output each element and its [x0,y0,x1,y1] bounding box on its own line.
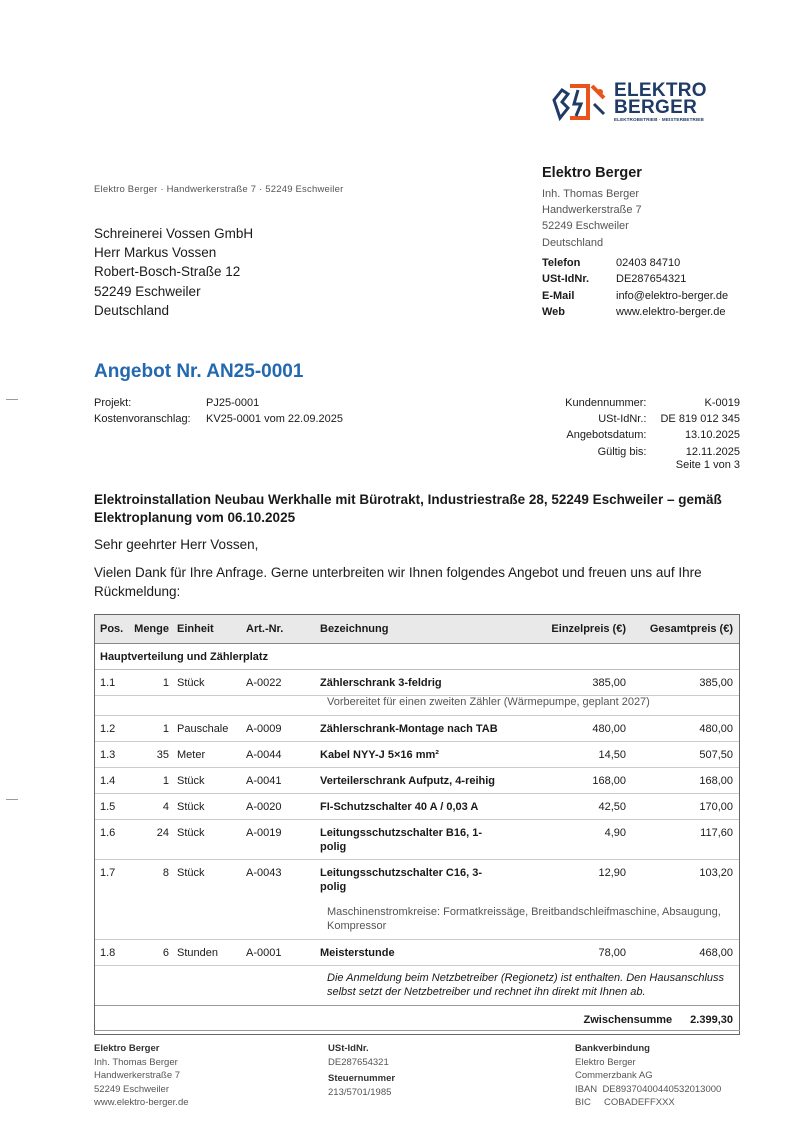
cell-menge: 35 [156,749,169,761]
meta-label: Angebotsdatum: [566,429,647,442]
cell-pos: 1.2 [100,723,116,735]
cell-gp: 480,00 [699,723,733,735]
cell-ep: 78,00 [598,947,626,959]
cell-ep: 385,00 [592,677,626,689]
meta-valid-until: 12.11.2025 [685,445,740,458]
company-logo [548,78,708,128]
sender-return-address: Elektro Berger · Handwerkerstraße 7 · 52249 Eschweiler [94,184,344,195]
cell-menge: 24 [156,827,169,839]
table-group-heading: Hauptverteilung und Zählerplatz [95,644,739,670]
company-info [542,165,742,320]
meta-customer-number: K-0019 [704,397,740,409]
subtotal-label: Zwischensumme [583,1014,673,1026]
meta-label: Projekt: [94,397,132,409]
header-gp: Gesamtpreis (€) [649,623,733,635]
header-bez: Bezeichnung [320,623,389,635]
contact-label: Telefon [542,256,581,269]
recipient-line: Schreinerei Vossen GmbH [94,226,254,241]
cell-ep: 14,50 [598,749,626,761]
cell-bez: Meisterstunde [320,947,395,959]
contact-email: info@elektro-berger.de [616,289,729,302]
table-row [95,742,739,768]
header-ep: Einzelpreis (€) [551,623,626,635]
footer-heading: Bankverbindung [575,1043,650,1054]
cell-art: A-0043 [246,867,282,879]
company-line: 52249 Eschweiler [542,220,629,233]
header-menge: Menge [134,623,169,635]
cell-pos: 1.5 [100,801,116,813]
cell-bez: Zählerschrank 3-feldrig [320,677,442,689]
cell-ep: 42,50 [598,801,626,813]
cell-gp: 103,20 [699,867,733,879]
cell-art: A-0020 [246,801,282,813]
plug-lightning-icon [548,78,610,128]
table-row [95,794,739,820]
footer-heading: USt-IdNr. [328,1043,369,1054]
cell-einheit: Meter [177,749,206,761]
cell-bez: Leitungsschutzschalter C16, 3-polig [320,867,482,893]
cell-art: A-0044 [246,749,282,761]
fold-mark-bottom [6,799,18,800]
meta-project: PJ25-0001 [206,397,260,409]
footer-heading: Steuernummer [328,1073,396,1085]
footer-iban: IBAN DE89370400440532013000 [575,1083,722,1095]
cell-bez: Kabel NYY-J 5×16 mm² [320,749,439,761]
cell-pos: 1.6 [100,827,116,839]
company-line: Inh. Thomas Berger [542,188,640,200]
cell-gp: 170,00 [699,801,733,813]
cell-ep: 12,90 [598,867,626,879]
cell-einheit: Stück [177,867,205,879]
contact-label: E-Mail [542,289,575,302]
offer-title: Angebot Nr. AN25-0001 [94,361,304,382]
logo-wordmark-line2: BERGER [614,97,698,118]
table-row [95,670,739,696]
cell-art: A-0022 [246,677,282,689]
header-einheit: Einheit [177,623,214,635]
footer-line: Handwerkerstraße 7 [94,1070,181,1082]
meta-label: Gültig bis: [597,445,647,458]
contact-label: Web [542,306,566,319]
footer-bic: BIC COBADEFFXXX [575,1097,675,1109]
cell-bez: FI-Schutzschalter 40 A / 0,03 A [320,801,479,813]
offer-meta-right [500,395,740,460]
cell-menge: 6 [162,947,169,959]
meta-estimate: KV25-0001 vom 22.09.2025 [206,413,343,426]
cell-gp: 117,60 [700,827,733,839]
cell-ep: 480,00 [592,723,626,735]
recipient-line: 52249 Eschweiler [94,283,201,299]
cell-ep: 168,00 [592,775,626,787]
footer-line: Commerzbank AG [575,1070,653,1082]
footer-company [94,1042,189,1110]
row-note: Maschinenstromkreise: Formatkreissäge, Breitbandschleifmaschine, Absaugung, Kompressor [95,899,739,940]
contact-label: USt-IdNr. [542,273,590,286]
offer-subject: Elektroinstallation Neubau Werkhalle mit Bürotrakt, Industriestraße 28, 52249 Eschweiler – gemäß Elektroplanung vom 06.10.2025 [94,492,722,525]
cell-einheit: Stück [177,827,205,839]
cell-art: A-0001 [246,947,282,959]
cell-einheit: Stunden [177,947,218,959]
row-remark: Die Anmeldung beim Netzbetreiber (Regionetz) ist enthalten. Den Hausanschluss selbst setzt der Netzbetreiber und rechnet ihn direkt mit Ihnen ab. [95,965,739,1006]
cell-art: A-0041 [246,775,282,787]
footer-web: www.elektro-berger.de [94,1097,189,1109]
contact-web: www.elektro-berger.de [616,306,726,319]
offer-table [94,614,740,1035]
cell-menge: 1 [162,677,169,689]
contact-phone: 02403 84710 [616,256,681,269]
table-row [95,940,739,965]
cell-pos: 1.7 [100,867,116,879]
footer-divider [94,1030,740,1031]
company-line: Handwerkerstraße 7 [542,204,642,217]
cell-einheit: Stück [177,775,205,787]
company-line: Deutschland [542,236,604,249]
cell-pos: 1.1 [100,677,116,689]
cell-gp: 507,50 [699,749,733,761]
header-art: Art.-Nr. [246,623,284,635]
offer-meta-left [94,395,343,427]
logo-tagline: ELEKTROBETRIEB · MEISTERBETRIEB [614,117,704,122]
cell-pos: 1.4 [100,775,116,787]
cell-bez: Verteilerschrank Aufputz, 4-reihig [320,775,496,787]
meta-offer-date: 13.10.2025 [684,429,740,442]
cell-art: A-0009 [246,723,282,735]
cell-einheit: Stück [177,677,205,689]
recipient-address [94,224,253,320]
meta-customer-vat: DE 819 012 345 [660,413,740,426]
contact-vat: DE287654321 [616,273,687,286]
table-header [95,615,739,644]
cell-gp: 385,00 [699,677,733,689]
company-name: Elektro Berger [542,165,642,181]
meta-label: Kundennummer: [565,397,647,409]
footer-bank [575,1042,721,1110]
page-number: Seite 1 von 3 [675,459,740,471]
intro-text: Vielen Dank für Ihre Anfrage. Gerne unterbreiten wir Ihnen folgendes Angebot und freuen uns auf Ihre Rückmeldung: [94,565,702,599]
cell-gp: 168,00 [699,775,733,787]
cell-pos: 1.3 [100,749,116,761]
contact-list [542,255,742,321]
fold-mark-top [6,399,18,400]
cell-einheit: Stück [177,801,205,813]
logo-wordmark-line1: ELEKTRO [614,80,707,101]
cell-bez: Leitungsschutzschalter B16, 1-polig [320,827,482,853]
recipient-line: Deutschland [94,302,170,318]
cell-gp: 468,00 [699,947,733,959]
cell-ep: 4,90 [604,827,626,839]
cell-einheit: Pauschale [177,723,229,735]
cell-bez: Zählerschrank-Montage nach TAB [320,723,498,735]
meta-label: Kostenvoranschlag: [94,413,191,426]
recipient-line: Robert-Bosch-Straße 12 [94,264,241,280]
table-row [95,820,739,860]
salutation: Sehr geehrter Herr Vossen, [94,537,259,552]
cell-menge: 8 [162,867,169,879]
footer-tax [328,1042,395,1099]
footer-tax-number: 213/5701/1985 [328,1086,392,1098]
footer-line: Elektro Berger [575,1056,636,1068]
row-note: Vorbereitet für einen zweiten Zähler (Wärmepumpe, geplant 2027) [95,695,739,716]
cell-menge: 4 [162,801,169,813]
footer-vat: DE287654321 [328,1056,389,1068]
footer-heading: Elektro Berger [94,1043,160,1054]
table-row [95,768,739,794]
footer-line: 52249 Eschweiler [94,1083,169,1095]
cell-art: A-0019 [246,827,282,839]
header-pos: Pos. [100,623,124,635]
cell-menge: 1 [162,723,169,735]
footer-line: Inh. Thomas Berger [94,1056,178,1068]
meta-label: USt-IdNr.: [598,413,647,426]
recipient-line: Herr Markus Vossen [94,245,217,261]
table-row [95,716,739,742]
subtotal-value: 2.399,30 [690,1014,733,1026]
cell-pos: 1.8 [100,947,116,959]
table-row [95,860,739,899]
cell-menge: 1 [162,775,169,787]
